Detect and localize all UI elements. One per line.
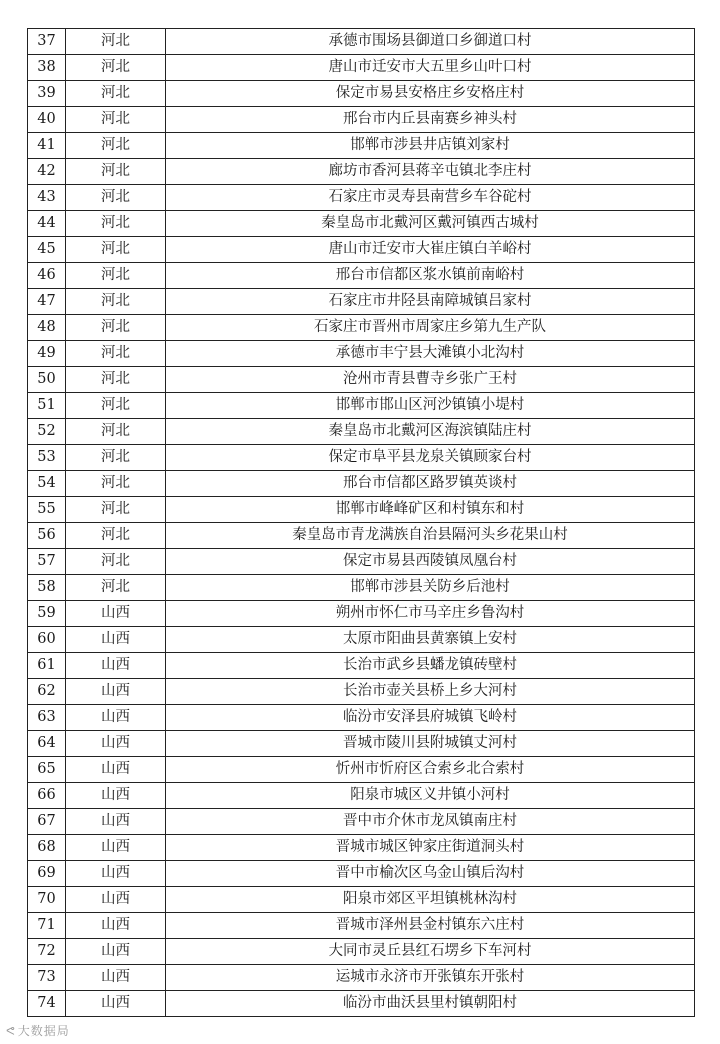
- row-number-cell: 60: [28, 627, 66, 653]
- row-number-cell: 57: [28, 549, 66, 575]
- table-row: [28, 991, 695, 1017]
- row-number-cell: 67: [28, 809, 66, 835]
- village-name-cell: 秦皇岛市青龙满族自治县隔河头乡花果山村: [166, 523, 695, 549]
- weibo-icon: ᕙ: [6, 1024, 16, 1038]
- village-name-cell: 秦皇岛市北戴河区戴河镇西古城村: [166, 211, 695, 237]
- village-name-cell: 承德市围场县御道口乡御道口村: [166, 29, 695, 55]
- table-row: [28, 133, 695, 159]
- table-row: [28, 393, 695, 419]
- table-row: [28, 289, 695, 315]
- village-name-cell: 唐山市迁安市大崔庄镇白羊峪村: [166, 237, 695, 263]
- table-row: [28, 523, 695, 549]
- province-cell: 山西: [66, 861, 166, 887]
- table-row: [28, 367, 695, 393]
- table-row: [28, 887, 695, 913]
- row-number-cell: 61: [28, 653, 66, 679]
- village-name-cell: 晋城市陵川县附城镇丈河村: [166, 731, 695, 757]
- table-row: [28, 211, 695, 237]
- province-cell: 河北: [66, 263, 166, 289]
- village-name-cell: 晋城市城区钟家庄街道洞头村: [166, 835, 695, 861]
- province-cell: 河北: [66, 55, 166, 81]
- table-row: [28, 341, 695, 367]
- village-name-cell: 阳泉市城区义井镇小河村: [166, 783, 695, 809]
- table-row: [28, 315, 695, 341]
- province-cell: 河北: [66, 497, 166, 523]
- table-row: [28, 419, 695, 445]
- village-name-cell: 长治市壶关县桥上乡大河村: [166, 679, 695, 705]
- table-row: [28, 549, 695, 575]
- province-cell: 山西: [66, 731, 166, 757]
- row-number-cell: 64: [28, 731, 66, 757]
- table-row: [28, 159, 695, 185]
- row-number-cell: 54: [28, 471, 66, 497]
- province-cell: 山西: [66, 757, 166, 783]
- row-number-cell: 46: [28, 263, 66, 289]
- row-number-cell: 73: [28, 965, 66, 991]
- village-name-cell: 大同市灵丘县红石塄乡下车河村: [166, 939, 695, 965]
- province-cell: 河北: [66, 29, 166, 55]
- village-name-cell: 临汾市曲沃县里村镇朝阳村: [166, 991, 695, 1017]
- village-name-cell: 保定市阜平县龙泉关镇顾家台村: [166, 445, 695, 471]
- province-cell: 山西: [66, 705, 166, 731]
- table-row: [28, 809, 695, 835]
- village-name-cell: 保定市易县安格庄乡安格庄村: [166, 81, 695, 107]
- row-number-cell: 66: [28, 783, 66, 809]
- row-number-cell: 42: [28, 159, 66, 185]
- village-name-cell: 保定市易县西陵镇凤凰台村: [166, 549, 695, 575]
- row-number-cell: 58: [28, 575, 66, 601]
- row-number-cell: 47: [28, 289, 66, 315]
- row-number-cell: 72: [28, 939, 66, 965]
- province-cell: 河北: [66, 107, 166, 133]
- table-row: [28, 81, 695, 107]
- row-number-cell: 59: [28, 601, 66, 627]
- village-name-cell: 沧州市青县曹寺乡张广王村: [166, 367, 695, 393]
- village-name-cell: 运城市永济市开张镇东开张村: [166, 965, 695, 991]
- village-name-cell: 承德市丰宁县大滩镇小北沟村: [166, 341, 695, 367]
- province-cell: 山西: [66, 965, 166, 991]
- village-name-cell: 长治市武乡县蟠龙镇砖壁村: [166, 653, 695, 679]
- table-row: [28, 965, 695, 991]
- row-number-cell: 50: [28, 367, 66, 393]
- province-cell: 河北: [66, 393, 166, 419]
- village-name-cell: 邯郸市涉县关防乡后池村: [166, 575, 695, 601]
- village-name-cell: 晋城市泽州县金村镇东六庄村: [166, 913, 695, 939]
- row-number-cell: 49: [28, 341, 66, 367]
- province-cell: 山西: [66, 991, 166, 1017]
- village-name-cell: 邯郸市涉县井店镇刘家村: [166, 133, 695, 159]
- table-row: [28, 783, 695, 809]
- village-name-cell: 邯郸市邯山区河沙镇镇小堤村: [166, 393, 695, 419]
- village-name-cell: 太原市阳曲县黄寨镇上安村: [166, 627, 695, 653]
- table-row: [28, 835, 695, 861]
- table-row: [28, 471, 695, 497]
- village-name-cell: 唐山市迁安市大五里乡山叶口村: [166, 55, 695, 81]
- province-cell: 河北: [66, 445, 166, 471]
- row-number-cell: 56: [28, 523, 66, 549]
- table-row: [28, 627, 695, 653]
- village-list-table: [27, 28, 695, 1017]
- village-name-cell: 阳泉市郊区平坦镇桃林沟村: [166, 887, 695, 913]
- table-row: [28, 445, 695, 471]
- province-cell: 河北: [66, 419, 166, 445]
- table-row: [28, 679, 695, 705]
- province-cell: 河北: [66, 549, 166, 575]
- row-number-cell: 51: [28, 393, 66, 419]
- row-number-cell: 43: [28, 185, 66, 211]
- province-cell: 山西: [66, 653, 166, 679]
- province-cell: 河北: [66, 367, 166, 393]
- village-name-cell: 廊坊市香河县蒋辛屯镇北李庄村: [166, 159, 695, 185]
- village-name-cell: 晋中市榆次区乌金山镇后沟村: [166, 861, 695, 887]
- province-cell: 山西: [66, 939, 166, 965]
- row-number-cell: 40: [28, 107, 66, 133]
- village-name-cell: 忻州市忻府区合索乡北合索村: [166, 757, 695, 783]
- province-cell: 山西: [66, 835, 166, 861]
- table-body: [28, 29, 695, 1017]
- table-row: [28, 185, 695, 211]
- row-number-cell: 52: [28, 419, 66, 445]
- province-cell: 山西: [66, 887, 166, 913]
- row-number-cell: 68: [28, 835, 66, 861]
- province-cell: 山西: [66, 601, 166, 627]
- watermark: [6, 1022, 70, 1039]
- row-number-cell: 45: [28, 237, 66, 263]
- province-cell: 河北: [66, 289, 166, 315]
- province-cell: 河北: [66, 211, 166, 237]
- row-number-cell: 39: [28, 81, 66, 107]
- table-row: [28, 29, 695, 55]
- province-cell: 河北: [66, 575, 166, 601]
- province-cell: 河北: [66, 81, 166, 107]
- village-name-cell: 石家庄市井陉县南障城镇吕家村: [166, 289, 695, 315]
- province-cell: 山西: [66, 679, 166, 705]
- province-cell: 河北: [66, 523, 166, 549]
- village-name-cell: 邢台市信都区浆水镇前南峪村: [166, 263, 695, 289]
- table-row: [28, 939, 695, 965]
- province-cell: 河北: [66, 471, 166, 497]
- table-row: [28, 731, 695, 757]
- village-name-cell: 晋中市介休市龙凤镇南庄村: [166, 809, 695, 835]
- table-row: [28, 237, 695, 263]
- row-number-cell: 41: [28, 133, 66, 159]
- table-row: [28, 575, 695, 601]
- row-number-cell: 38: [28, 55, 66, 81]
- table-row: [28, 705, 695, 731]
- row-number-cell: 55: [28, 497, 66, 523]
- table-row: [28, 757, 695, 783]
- table-row: [28, 653, 695, 679]
- village-name-cell: 临汾市安泽县府城镇飞岭村: [166, 705, 695, 731]
- row-number-cell: 74: [28, 991, 66, 1017]
- table-row: [28, 55, 695, 81]
- table-row: [28, 263, 695, 289]
- row-number-cell: 65: [28, 757, 66, 783]
- row-number-cell: 44: [28, 211, 66, 237]
- table-row: [28, 913, 695, 939]
- village-name-cell: 石家庄市灵寿县南营乡车谷砣村: [166, 185, 695, 211]
- province-cell: 河北: [66, 315, 166, 341]
- row-number-cell: 71: [28, 913, 66, 939]
- row-number-cell: 70: [28, 887, 66, 913]
- row-number-cell: 48: [28, 315, 66, 341]
- village-name-cell: 秦皇岛市北戴河区海滨镇陆庄村: [166, 419, 695, 445]
- province-cell: 山西: [66, 783, 166, 809]
- watermark-text: 大数据局: [17, 1024, 70, 1038]
- row-number-cell: 69: [28, 861, 66, 887]
- province-cell: 河北: [66, 185, 166, 211]
- table-row: [28, 497, 695, 523]
- row-number-cell: 37: [28, 29, 66, 55]
- province-cell: 山西: [66, 627, 166, 653]
- table-row: [28, 601, 695, 627]
- province-cell: 山西: [66, 809, 166, 835]
- village-name-cell: 邯郸市峰峰矿区和村镇东和村: [166, 497, 695, 523]
- province-cell: 河北: [66, 159, 166, 185]
- province-cell: 山西: [66, 913, 166, 939]
- table-row: [28, 107, 695, 133]
- table-row: [28, 861, 695, 887]
- village-name-cell: 石家庄市晋州市周家庄乡第九生产队: [166, 315, 695, 341]
- village-name-cell: 邢台市信都区路罗镇英谈村: [166, 471, 695, 497]
- row-number-cell: 63: [28, 705, 66, 731]
- province-cell: 河北: [66, 237, 166, 263]
- province-cell: 河北: [66, 341, 166, 367]
- province-cell: 河北: [66, 133, 166, 159]
- village-name-cell: 朔州市怀仁市马辛庄乡鲁沟村: [166, 601, 695, 627]
- row-number-cell: 62: [28, 679, 66, 705]
- row-number-cell: 53: [28, 445, 66, 471]
- village-name-cell: 邢台市内丘县南赛乡神头村: [166, 107, 695, 133]
